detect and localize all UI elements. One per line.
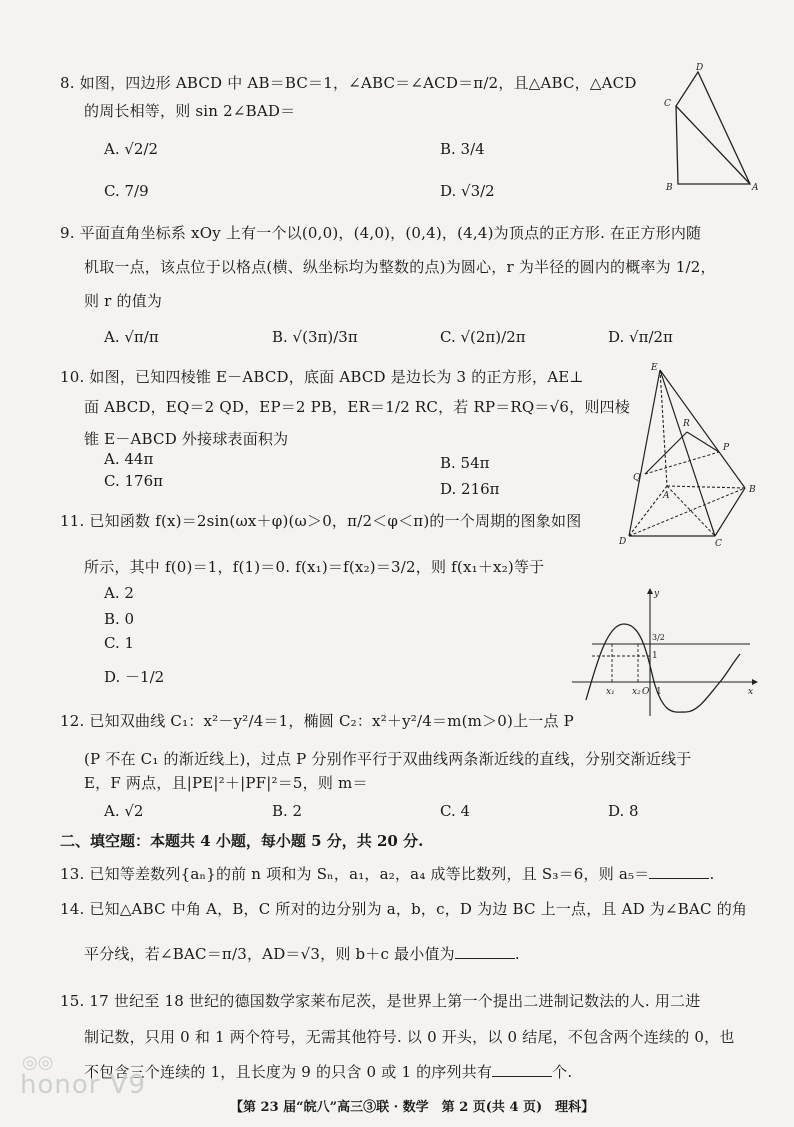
q10-label-b: B (749, 485, 756, 495)
q14-line1: 14. 已知△ABC 中角 A，B，C 所对的边分别为 a，b，c，D 为边 BC 上一点，且 AD 为∠BAC 的角 (60, 900, 748, 918)
q8-figure-outline (676, 72, 750, 184)
q10-pyramid-figure (615, 360, 765, 550)
q13-text: 13. 已知等差数列{aₙ}的前 n 项和为 Sₙ，a₁，a₂，a₄ 成等比数列，且 S₃＝6，则 a₅＝ (60, 865, 650, 883)
camera-watermark-icon: ◎◎ (22, 1052, 54, 1073)
q10-option-d: D. 216π (440, 480, 500, 498)
q8-option-b: B. 3/4 (440, 140, 485, 158)
q11-label-one: 1 (652, 651, 658, 661)
q8-label-a: A (752, 183, 759, 193)
q11-label-three-halves: 3/2 (652, 633, 665, 642)
q8-option-c: C. 7/9 (104, 182, 149, 200)
q15-text: 不包含三个连续的 1，且长度为 9 的只含 0 或 1 的序列共有 (84, 1063, 493, 1081)
q13-end: . (709, 865, 715, 883)
q12-option-b: B. 2 (272, 802, 303, 820)
q13-answer-blank[interactable] (649, 862, 709, 879)
camera-watermark: honor V9 (20, 1070, 147, 1100)
q9-line1: 9. 平面直角坐标系 xOy 上有一个以(0,0)，(4,0)，(0,4)，(4,4)为顶点的正方形. 在正方形内随 (60, 224, 702, 242)
q11-x-arrow (752, 679, 758, 685)
q10-label-d: D (619, 537, 627, 547)
q10-diag-ac (667, 486, 715, 536)
q14-text: 平分线，若∠BAC＝π/3，AD＝√3，则 b＋c 最小值为 (84, 945, 455, 963)
q13-line (60, 862, 714, 885)
q9-line3: 则 r 的值为 (84, 292, 163, 310)
q11-sine-graph (570, 588, 760, 718)
q14-answer-blank[interactable] (455, 942, 515, 959)
q10-edge-ab (667, 486, 745, 488)
q11-label-x2: x₂ (632, 687, 641, 697)
q11-label-tick-one: 1 (656, 687, 662, 697)
q10-line2: 面 ABCD，EQ＝2 QD，EP＝2 PB，ER＝1/2 RC，若 RP＝RQ＝√6，则四棱 (84, 398, 630, 416)
q8-line2: 的周长相等，则 sin 2∠BAD＝ (84, 102, 296, 120)
q10-label-c: C (715, 539, 722, 549)
q11-line1: 11. 已知函数 f(x)＝2sin(ωx＋φ)(ω＞0，π/2＜φ＜π)的一个周期的图象如图 (60, 512, 582, 530)
q9-option-a: A. √π/π (104, 328, 159, 346)
q11-label-x1: x₁ (606, 687, 615, 697)
q14-line2 (84, 942, 520, 965)
q10-option-c: C. 176π (104, 472, 163, 490)
q10-option-b: B. 54π (440, 454, 490, 472)
q10-line3: 锥 E－ABCD 外接球表面积为 (84, 430, 289, 448)
q15-line2: 制记数，只用 0 和 1 两个符号，无需其他符号. 以 0 开头，以 0 结尾，不包含两个连续的 0，也 (84, 1028, 735, 1046)
q10-seg-rp (687, 432, 719, 452)
q10-label-r: R (683, 419, 690, 429)
q8-option-d: D. √3/2 (440, 182, 495, 200)
q11-y-arrow (647, 588, 653, 594)
q8-line1: 8. 如图，四边形 ABCD 中 AB＝BC＝1，∠ABC＝∠ACD＝π/2，且△ABC，△ACD (60, 74, 637, 92)
q8-figure-diagonal (676, 106, 750, 184)
q15-answer-blank[interactable] (492, 1060, 552, 1077)
q11-option-b: B. 0 (104, 610, 135, 628)
q11-option-a: A. 2 (104, 584, 134, 602)
q8-option-a: A. √2/2 (104, 140, 159, 158)
q9-option-d: D. √π/2π (608, 328, 673, 346)
q9-option-c: C. √(2π)/2π (440, 328, 526, 346)
q12-option-c: C. 4 (440, 802, 471, 820)
q12-line3: E，F 两点，且|PE|²＋|PF|²＝5，则 m＝ (84, 774, 368, 792)
q10-option-a: A. 44π (104, 450, 154, 468)
q15-end: 个. (552, 1063, 573, 1081)
q10-edge-eb (660, 370, 745, 488)
q12-line2: (P 不在 C₁ 的渐近线上)，过点 P 分别作平行于双曲线两条渐近线的直线，分别交渐近线于 (84, 750, 692, 768)
q9-option-b: B. √(3π)/3π (272, 328, 358, 346)
q12-line1: 12. 已知双曲线 C₁：x²－y²/4＝1，椭圆 C₂：x²＋y²/4＝m(m＞0)上一点 P (60, 712, 574, 730)
q10-label-a: A (663, 491, 670, 501)
q10-edge-ed (629, 370, 660, 536)
q11-label-o: O (642, 687, 650, 697)
q14-end: . (514, 945, 520, 963)
q11-option-d: D. －1/2 (104, 668, 165, 686)
q11-label-x: x (748, 687, 754, 697)
q8-label-b: B (666, 183, 673, 193)
q10-diag-db (629, 488, 745, 536)
q10-label-q: Q (633, 473, 641, 483)
q8-quadrilateral-figure (660, 62, 760, 192)
q10-label-p: P (723, 443, 730, 453)
q11-option-c: C. 1 (104, 634, 135, 652)
q15-line1: 15. 17 世纪至 18 世纪的德国数学家莱布尼茨，是世界上第一个提出二进制记数法的人. 用二进 (60, 992, 701, 1010)
q12-option-d: D. 8 (608, 802, 639, 820)
q12-option-a: A. √2 (104, 802, 144, 820)
q8-label-c: C (664, 99, 671, 109)
section-fill-in-heading: 二、填空题：本题共 4 小题，每小题 5 分，共 20 分. (60, 832, 424, 850)
q11-label-y: y (654, 589, 660, 599)
q9-line2: 机取一点，该点位于以格点(横、纵坐标均为整数的点)为圆心，r 为半径的圆内的概率为 1/2， (84, 258, 716, 276)
q10-label-e: E (651, 363, 658, 373)
page-footer: 【第 23 届“皖八”高三③联 · 数学 第 2 页(共 4 页) 理科】 (230, 1100, 595, 1115)
q10-line1: 10. 如图，已知四棱锥 E－ABCD，底面 ABCD 是边长为 3 的正方形，AE⊥ (60, 368, 584, 386)
q11-line2: 所示，其中 f(0)＝1，f(1)＝0. f(x₁)＝f(x₂)＝3/2，则 f(x₁＋x₂)等于 (84, 558, 545, 576)
q15-line3 (84, 1060, 572, 1083)
q8-label-d: D (696, 63, 704, 73)
q10-edge-ec (660, 370, 715, 536)
q10-edge-cb (715, 488, 745, 536)
